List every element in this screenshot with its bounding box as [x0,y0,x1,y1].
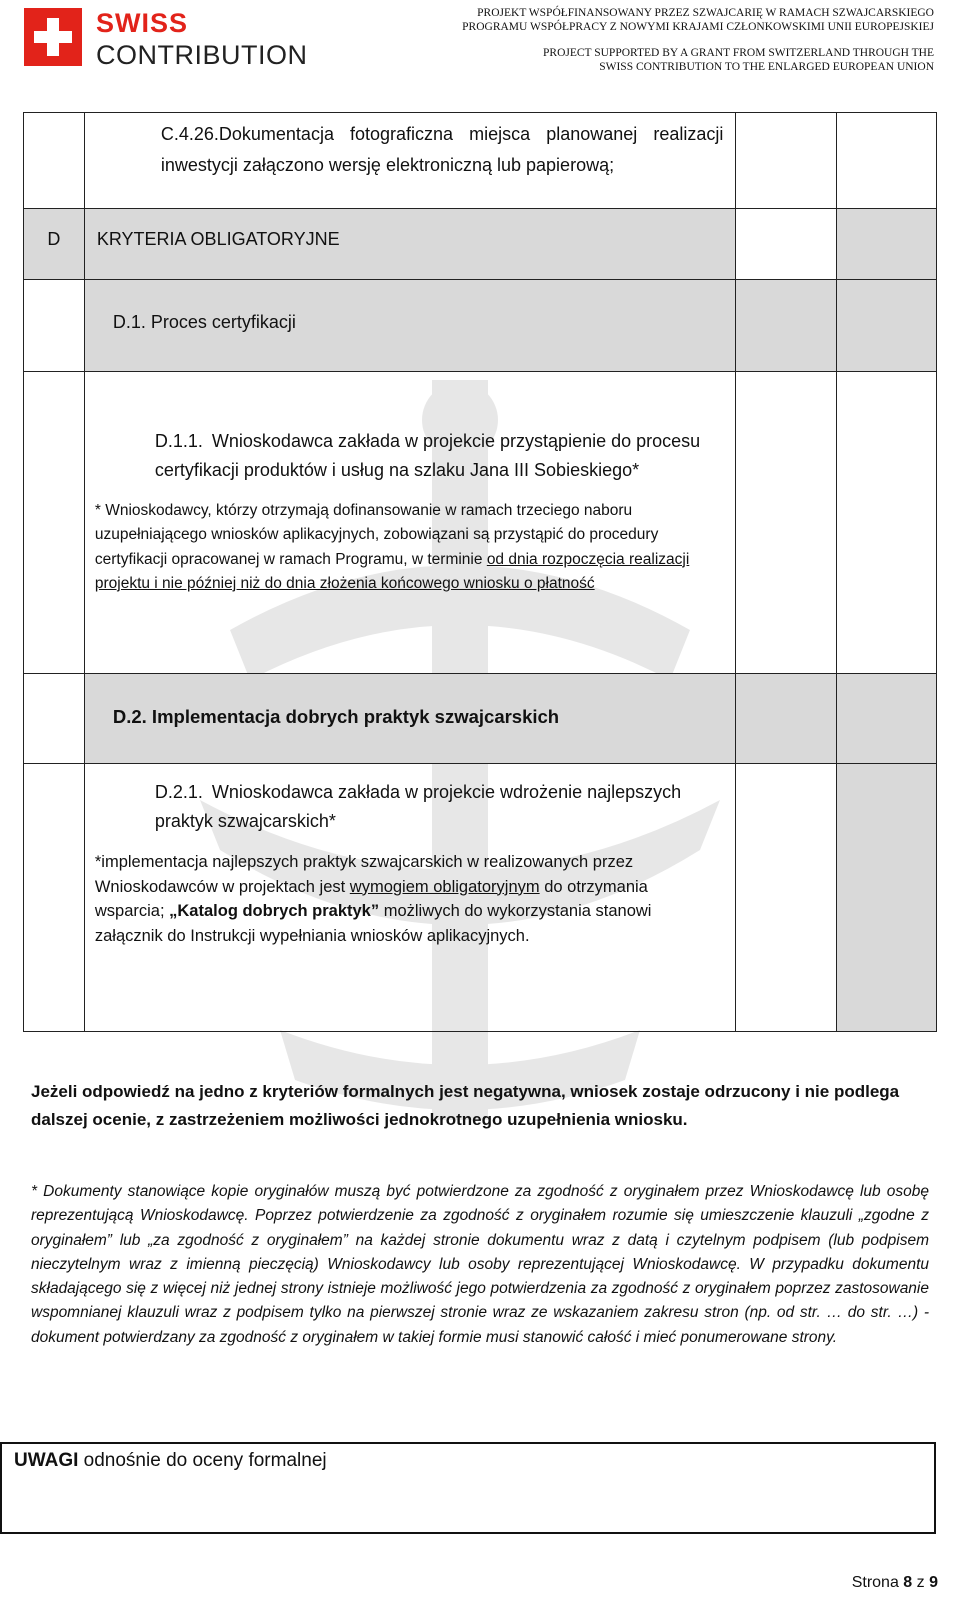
header-line-1: PROJEKT WSPÓŁFINANSOWANY PRZEZ SZWAJCARIĘ W RAMACH SZWAJCARSKIEGO [477,7,934,19]
certification-footnote: * Dokumenty stanowiące kopie oryginałów muszą być potwierdzone za zgodność z oryginałem przez Wnioskodawcę lub osobę reprezentującą Wnioskodawcę. Poprzez potwierdzenie za zgodność z oryginałem rozumie się umieszczenie klauzuli „zgodne z oryginałem” lub „za zgodność z oryginałem” na każdej stronie dokumentu wraz z datą i czytelnym podpisem (lub podpisem nieczytelnym wraz z imienną pieczęcią) Wnioskodawcy lub osoby reprezentującej Wnioskodawcę. W przypadku dokumentu składającego się z więcej niż jednej strony istnieje możliwość jego potwierdzenia za zgodność z oryginałem poprzez zastosowanie wspomnianej klauzuli wraz z podpisem tylko na pierwszej stronie wraz ze wskazaniem zakresu stron (np. od str. … do str. …) - dokument potwierdzany za zgodność z oryginałem w takiej formie musi stanowić całość i mieć ponumerowane strony. [31,1183,929,1346]
answer-cell-no [836,764,936,1032]
criterion-d21-number: D.2.1. [154,782,203,802]
remarks-box[interactable] [0,1442,936,1534]
criterion-d21-question [85,764,735,836]
subsection-d2-title: D.2. Implementacja dobrych praktyk szwajcarskich [112,706,560,727]
criterion-d11-question [85,372,735,485]
page-current: 8 [903,1574,913,1591]
criterion-d21-text: Wnioskodawca zakłada w projekcie wdrożenie najlepszych praktyk szwajcarskich* [154,782,682,831]
criterion-d21-note-a: *implementacja najlepszych praktyk szwajcarskich w realizowanych przez Wnioskodawców w projektach jest [94,853,634,896]
answer-cell-no [836,209,936,280]
table-row [24,764,937,1032]
section-title: KRYTERIA OBLIGATORYJNE [96,229,340,249]
answer-cell-yes [736,280,836,372]
page-prefix: Strona [851,1574,904,1591]
section-title-cell [84,209,735,280]
swiss-cross-icon [24,8,82,66]
logo-swiss-text: SWISS [96,8,189,38]
criterion-d11-cell [84,372,735,674]
answer-cell-no[interactable] [836,372,936,674]
table-row [24,113,937,209]
logo-contribution-text: CONTRIBUTION [96,40,308,70]
row-letter-cell [24,372,85,674]
answer-cell-no [836,674,936,764]
remarks-label-bold: UWAGI [14,1450,79,1471]
criterion-d21-cell [84,764,735,1032]
header-line-3: PROJECT SUPPORTED BY A GRANT FROM SWITZERLAND THROUGH THE [543,47,934,59]
criterion-d21-note-c: do otrzymania wsparcia; [94,877,648,920]
criterion-d21-note-underlined: wymogiem obligatoryjnym [349,877,540,896]
table-row [24,372,937,674]
section-letter: D [47,229,61,249]
table-row [24,280,937,372]
header-pl-text [462,6,934,34]
answer-cell-yes[interactable] [736,113,836,209]
criterion-c426-text: C.4.26.Dokumentacja fotograficzna miejsca planowanej realizacji inwestycji załączono wersję elektroniczną lub papierową; [160,124,724,175]
page-total: 9 [929,1574,938,1591]
criterion-d21-note [85,836,735,962]
criterion-d11-note [85,485,735,610]
subsection-d2-cell [84,674,735,764]
remarks-label-rest: odnośnie do oceny formalnej [78,1450,327,1471]
page-mid: z [912,1574,930,1591]
criterion-d11-text: Wnioskodawca zakłada w projekcie przystąpienie do procesu certyfikacji produktów i usług na szlaku Jana III Sobieskiego* [154,431,701,480]
criterion-d11-number: D.1.1. [154,431,203,451]
answer-cell-no [836,280,936,372]
row-letter-cell [24,280,85,372]
row-letter-cell [24,764,85,1032]
answer-cell-yes[interactable] [736,764,836,1032]
subsection-d1-title: D.1. Proces certyfikacji [112,312,296,332]
answer-cell-yes [736,209,836,280]
header-line-4: SWISS CONTRIBUTION TO THE ENLARGED EUROPEAN UNION [599,61,934,73]
swiss-contribution-logo [24,8,324,70]
section-letter-cell [24,209,85,280]
answer-cell-yes [736,674,836,764]
remarks-label [14,1450,327,1472]
answer-cell-yes[interactable] [736,372,836,674]
criterion-c426-cell [84,113,735,209]
row-letter-cell [24,674,85,764]
row-letter-cell [24,113,85,209]
criterion-d11-note-a: * Wnioskodawcy, którzy otrzymają dofinansowanie w ramach trzeciego naboru uzupełniającego wniosków aplikacyjnych, zobowiązani są przystąpić do procedury certyfikacji opracowanej w ramach Programu, w terminie [94,502,659,568]
table-row [24,674,937,764]
header-line-2: PROGRAMU WSPÓŁPRACY Z NOWYMI KRAJAMI CZŁONKOWSKIMI UNII EUROPEJSKIEJ [462,21,934,33]
table-row [24,209,937,280]
criterion-d11-note-underlined: od dnia rozpoczęcia realizacji projektu i nie później niż do dnia złożenia końcowego wniosku o płatność [94,550,690,592]
answer-cell-no[interactable] [836,113,936,209]
page-number [852,1574,938,1592]
subsection-d1-cell [84,280,735,372]
rejection-warning: Jeżeli odpowiedź na jedno z kryteriów formalnych jest negatywna, wniosek zostaje odrzucony i nie podlega dalszej ocenie, z zastrzeżeniem możliwości jednokrotnego uzupełnienia wniosku. [31,1082,900,1129]
header-en-text [543,46,934,74]
criterion-d21-note-e: możliwych do wykorzystania stanowi załącznik do Instrukcji wypełniania wniosków aplikacyjnych. [94,902,652,945]
criterion-d21-note-catalog: „Katalog dobrych praktyk” [169,902,380,920]
criteria-table [23,112,937,1032]
